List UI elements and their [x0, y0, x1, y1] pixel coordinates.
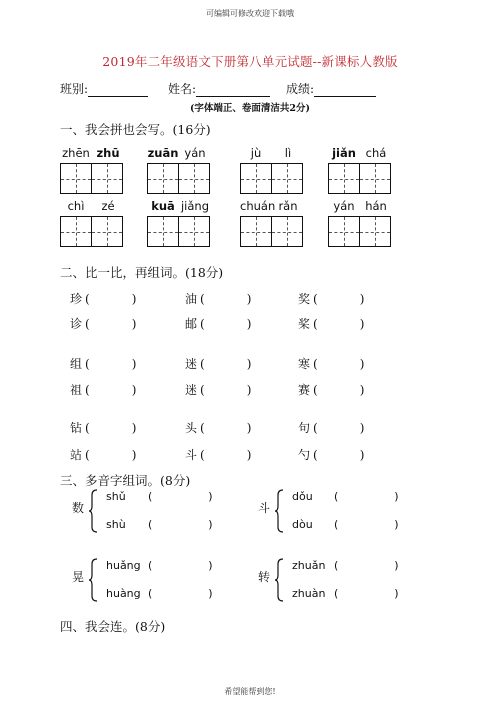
- pinyin-label: zuān: [147, 146, 179, 160]
- brace-icon: [88, 489, 98, 533]
- writing-box[interactable]: [328, 163, 360, 194]
- compare-item: [185, 315, 251, 332]
- paren-open: (: [85, 383, 90, 397]
- pinyin-label: chì: [67, 199, 85, 213]
- paren-open: (: [148, 490, 153, 503]
- compare-char: 迷: [185, 383, 198, 397]
- brace-icon: [274, 558, 284, 602]
- paren-open: (: [200, 448, 205, 462]
- polyphone-reading-row: [292, 587, 399, 600]
- paren-close: ): [131, 292, 137, 306]
- compare-char: 钻: [70, 421, 83, 435]
- paren-open: (: [85, 448, 90, 462]
- pinyin-label: yán: [333, 199, 355, 213]
- paren-open: (: [313, 421, 318, 435]
- paren-open: (: [334, 559, 339, 572]
- paren-close: ): [394, 518, 399, 531]
- compare-char: 站: [70, 448, 83, 462]
- compare-item: [70, 419, 136, 436]
- paren-close: ): [359, 292, 365, 306]
- compare-item: [70, 315, 136, 332]
- compare-item: [185, 419, 251, 436]
- paren-close: ): [359, 383, 365, 397]
- compare-char: 组: [70, 357, 83, 371]
- polyphone-char: 斗: [258, 501, 271, 515]
- compare-item: [185, 446, 251, 463]
- pinyin-label: jiǎng: [180, 199, 210, 213]
- paren-open: (: [148, 559, 153, 572]
- paren-open: (: [85, 357, 90, 371]
- paren-close: ): [394, 490, 399, 503]
- paren-open: (: [334, 518, 339, 531]
- name-field: [168, 80, 270, 97]
- writing-box[interactable]: [271, 163, 303, 194]
- paren-close: ): [208, 518, 213, 531]
- pinyin-label: kuā: [151, 199, 175, 213]
- paren-open: (: [334, 587, 339, 600]
- paren-open: (: [313, 357, 318, 371]
- writing-box[interactable]: [147, 216, 179, 247]
- polyphone-char: 数: [72, 501, 85, 515]
- compare-item: [298, 381, 364, 398]
- paren-open: (: [85, 317, 90, 331]
- polyphone-char: 晃: [72, 570, 85, 584]
- pinyin-reading: shù: [106, 518, 126, 531]
- compare-char: 赛: [298, 383, 311, 397]
- compare-char: 祖: [70, 383, 83, 397]
- paren-open: (: [85, 292, 90, 306]
- paren-close: ): [208, 587, 213, 600]
- pinyin-label: jù: [250, 146, 262, 160]
- paren-close: ): [131, 448, 137, 462]
- paren-close: ): [246, 383, 252, 397]
- compare-char: 头: [185, 421, 198, 435]
- section3-heading: 三、多音字组词。(8分): [60, 473, 191, 488]
- paren-open: (: [313, 317, 318, 331]
- writing-box[interactable]: [178, 163, 210, 194]
- pinyin-label: zhēn: [62, 146, 90, 160]
- polyphone-reading-row: [106, 559, 213, 572]
- compare-char: 奖: [298, 292, 311, 306]
- paren-close: ): [131, 421, 137, 435]
- compare-char: 邮: [185, 317, 198, 331]
- compare-char: 句: [298, 421, 311, 435]
- footer-note: 希望能帮到您!: [224, 687, 276, 696]
- writing-box[interactable]: [240, 216, 272, 247]
- paren-close: ): [131, 357, 137, 371]
- pinyin-reading: zhuàn: [292, 587, 326, 600]
- pinyin-label: chá: [365, 146, 387, 160]
- polyphone-reading-row: [292, 559, 399, 572]
- section2-heading: 二、比一比，再组词。(18分): [60, 265, 224, 280]
- paren-open: (: [200, 292, 205, 306]
- writing-box[interactable]: [359, 216, 391, 247]
- name-blank[interactable]: [196, 84, 270, 97]
- writing-box[interactable]: [91, 163, 123, 194]
- polyphone-reading-row: [106, 518, 213, 531]
- paren-open: (: [313, 448, 318, 462]
- class-field: [60, 80, 148, 97]
- pinyin-reading: huǎng: [106, 559, 141, 572]
- paren-close: ): [246, 317, 252, 331]
- compare-item: [298, 290, 364, 307]
- pinyin-reading: huàng: [106, 587, 141, 600]
- paren-close: ): [394, 559, 399, 572]
- page-title: 2019年二年级语文下册第八单元试题--新课标人教版: [102, 54, 398, 69]
- writing-box[interactable]: [147, 163, 179, 194]
- compare-item: [70, 446, 136, 463]
- brace-icon: [274, 489, 284, 533]
- compare-char: 油: [185, 292, 198, 306]
- pinyin-label: yán: [184, 146, 206, 160]
- paren-close: ): [246, 357, 252, 371]
- class-label: 班别:: [60, 82, 89, 96]
- paren-open: (: [85, 421, 90, 435]
- compare-item: [185, 355, 251, 372]
- compare-item: [185, 381, 251, 398]
- pinyin-label: rǎn: [278, 199, 298, 213]
- paren-open: (: [200, 383, 205, 397]
- paren-close: ): [208, 559, 213, 572]
- compare-char: 迷: [185, 357, 198, 371]
- score-label: 成绩:: [286, 82, 315, 96]
- paren-open: (: [148, 518, 153, 531]
- pinyin-reading: zhuǎn: [292, 559, 326, 572]
- paren-close: ): [394, 587, 399, 600]
- compare-item: [298, 315, 364, 332]
- neatness-note: (字体端正、卷面清洁共2分): [189, 103, 311, 114]
- compare-char: 斗: [185, 448, 198, 462]
- pinyin-label: hán: [365, 199, 387, 213]
- name-label: 姓名:: [168, 82, 197, 96]
- section1-heading: 一、我会拼也会写。(16分): [60, 122, 211, 137]
- pinyin-reading: dòu: [292, 518, 313, 531]
- polyphone-reading-row: [292, 490, 399, 503]
- paren-close: ): [246, 448, 252, 462]
- compare-item: [298, 446, 364, 463]
- writing-box[interactable]: [60, 216, 92, 247]
- pinyin-reading: dǒu: [292, 490, 313, 503]
- writing-box[interactable]: [60, 163, 92, 194]
- pinyin-label: lì: [284, 146, 292, 160]
- paren-open: (: [313, 383, 318, 397]
- score-blank[interactable]: [314, 84, 376, 97]
- section4-heading: 四、我会连。(8分): [60, 619, 166, 634]
- score-field: [286, 80, 376, 97]
- polyphone-reading-row: [106, 587, 213, 600]
- paren-open: (: [148, 587, 153, 600]
- class-blank[interactable]: [88, 84, 148, 97]
- compare-item: [70, 355, 136, 372]
- polyphone-reading-row: [292, 518, 399, 531]
- compare-char: 寒: [298, 357, 311, 371]
- paren-close: ): [359, 357, 365, 371]
- polyphone-char: 转: [258, 570, 271, 584]
- writing-box[interactable]: [328, 216, 360, 247]
- polyphone-reading-row: [106, 490, 213, 503]
- writing-box[interactable]: [271, 216, 303, 247]
- paren-open: (: [313, 292, 318, 306]
- compare-item: [70, 381, 136, 398]
- paren-close: ): [208, 490, 213, 503]
- paren-close: ): [246, 292, 252, 306]
- compare-item: [185, 290, 251, 307]
- brace-icon: [88, 558, 98, 602]
- paren-open: (: [200, 357, 205, 371]
- compare-item: [298, 419, 364, 436]
- compare-char: 珍: [70, 292, 83, 306]
- paren-close: ): [131, 317, 137, 331]
- compare-item: [298, 355, 364, 372]
- paren-close: ): [246, 421, 252, 435]
- paren-open: (: [334, 490, 339, 503]
- compare-char: 桨: [298, 317, 311, 331]
- pinyin-label: zé: [101, 199, 115, 213]
- paren-close: ): [359, 448, 365, 462]
- writing-box[interactable]: [178, 216, 210, 247]
- compare-char: 诊: [70, 317, 83, 331]
- paren-open: (: [200, 317, 205, 331]
- header-note: 可编辑可修改欢迎下载哦: [206, 9, 294, 18]
- writing-box[interactable]: [240, 163, 272, 194]
- pinyin-label: zhū: [96, 146, 120, 160]
- pinyin-reading: shǔ: [106, 490, 126, 503]
- writing-box[interactable]: [91, 216, 123, 247]
- compare-item: [70, 290, 136, 307]
- paren-close: ): [359, 317, 365, 331]
- pinyin-label: jiǎn: [332, 146, 356, 160]
- pinyin-label: chuán: [240, 199, 276, 213]
- paren-close: ): [359, 421, 365, 435]
- paren-close: ): [131, 383, 137, 397]
- writing-box[interactable]: [359, 163, 391, 194]
- paren-open: (: [200, 421, 205, 435]
- compare-char: 勺: [298, 448, 311, 462]
